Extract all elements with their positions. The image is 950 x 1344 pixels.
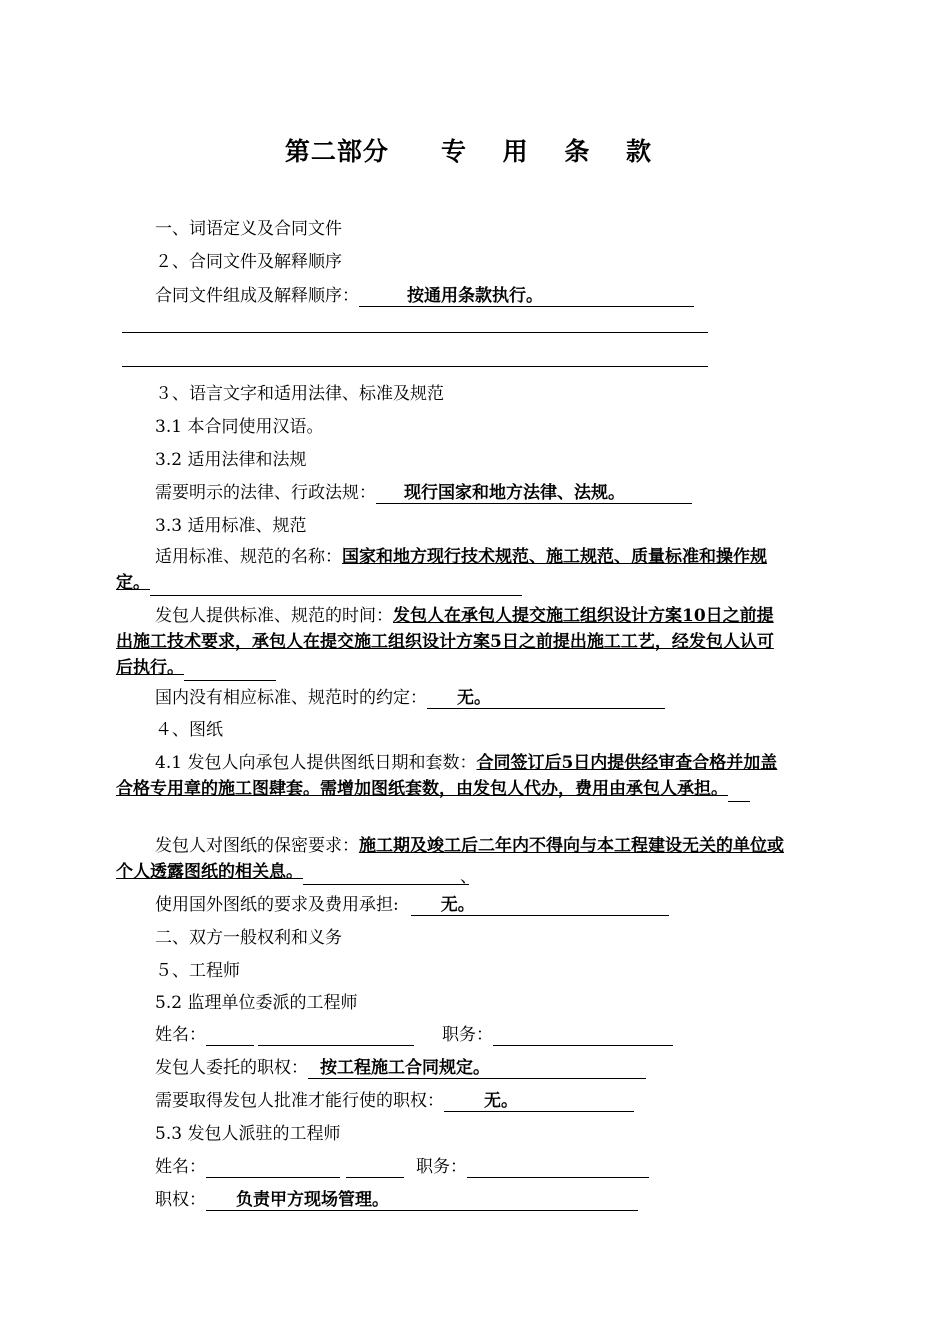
foreign-drawings-value: 无。 xyxy=(440,895,475,915)
contract-order-line xyxy=(155,285,694,307)
resident-post-blank xyxy=(467,1159,649,1178)
resident-name-label: 姓名： xyxy=(155,1157,206,1177)
power-value: 负责甲方现场管理。 xyxy=(236,1190,389,1210)
approval-label: 需要取得发包人批准才能行使的职权： xyxy=(155,1091,444,1111)
foreign-drawings-line xyxy=(155,894,669,916)
standards-time-fill xyxy=(184,662,276,681)
title-name: 专 用 条 款 xyxy=(440,137,666,166)
laws-value: 现行国家和地方法律、法规。 xyxy=(404,483,625,503)
item-3-1: 3.1 本合同使用汉语。 xyxy=(155,417,324,437)
secrecy-label: 发包人对图纸的保密要求： xyxy=(155,836,359,856)
item-3-3: 3.3 适用标准、规范 xyxy=(155,516,307,536)
item-5-3: 5.3 发包人派驻的工程师 xyxy=(155,1124,341,1144)
section-3-heading: ３、语言文字和适用法律、标准及规范 xyxy=(155,384,444,404)
blank-rule-2 xyxy=(122,366,708,367)
standards-value: 国家和地方现行技术规范、施工规范、质量标准和操作规定。 xyxy=(116,547,767,593)
approval-value: 无。 xyxy=(484,1091,518,1111)
secrecy-tail: 、 xyxy=(460,867,477,887)
foreign-drawings-field xyxy=(411,895,669,916)
item-5-2: 5.2 监理单位委派的工程师 xyxy=(155,993,358,1013)
standards-paragraph xyxy=(116,544,788,596)
secrecy-value: 施工期及竣工后二年内不得向与本工程建设无关的单位或个人透露图纸的相关息。 xyxy=(116,836,784,882)
secrecy-fill xyxy=(303,866,477,887)
delegated-duty-field xyxy=(308,1058,646,1079)
supervisor-name-blank-a xyxy=(206,1027,254,1046)
approval-field xyxy=(444,1091,634,1112)
drawings-paragraph xyxy=(116,750,788,802)
supervisor-name-label: 姓名： xyxy=(155,1025,206,1045)
supervisor-name-blank-b xyxy=(258,1027,414,1046)
drawings-value: 合同签订后5日内提供经审查合格并加盖合格专用章的施工图肆套。需增加图纸套数，由发包人代办，费用由承包人承担。 xyxy=(116,753,778,799)
power-line xyxy=(155,1189,638,1211)
contract-order-field xyxy=(359,286,694,307)
standards-time-value: 发包人在承包人提交施工组织设计方案10日之前提出施工技术要求，承包人在提交施工组织设计方案5日之前提出施工工艺，经发包人认可后执行。 xyxy=(116,606,774,678)
blank-rule-1 xyxy=(122,332,708,333)
section-5-heading: ５、工程师 xyxy=(155,961,240,981)
title-part: 第二部分 xyxy=(284,137,389,166)
section-1-2-heading: ２、合同文件及解释顺序 xyxy=(155,252,342,272)
drawings-fill xyxy=(728,783,750,802)
contract-order-label: 合同文件组成及解释顺序： xyxy=(155,286,359,306)
resident-post-label: 职务： xyxy=(416,1157,467,1177)
laws-line xyxy=(155,482,692,504)
no-standard-field xyxy=(427,688,665,709)
laws-field xyxy=(376,483,692,504)
section-1-heading: 一、词语定义及合同文件 xyxy=(155,219,342,239)
foreign-drawings-label: 使用国外图纸的要求及费用承担: xyxy=(155,895,399,915)
secrecy-paragraph xyxy=(116,833,788,885)
standards-time-paragraph xyxy=(116,603,788,681)
delegated-duty-label: 发包人委托的职权： xyxy=(155,1058,308,1078)
supervisor-post-blank xyxy=(493,1027,673,1046)
standards-label: 适用标准、规范的名称： xyxy=(155,547,342,567)
section-4-heading: ４、图纸 xyxy=(155,720,223,740)
resident-name-blank-a xyxy=(206,1159,340,1178)
resident-name-blank-b xyxy=(346,1159,404,1178)
supervisor-name-line xyxy=(155,1024,673,1046)
no-standard-line xyxy=(155,687,665,709)
no-standard-label: 国内没有相应标准、规范时的约定： xyxy=(155,688,427,708)
standards-time-label: 发包人提供标准、规范的时间： xyxy=(155,606,393,626)
delegated-duty-value: 按工程施工合同规定。 xyxy=(320,1058,490,1078)
drawings-label: 4.1 发包人向承包人提供图纸日期和套数： xyxy=(155,753,477,773)
section-two-heading: 二、双方一般权利和义务 xyxy=(155,928,342,948)
page-title xyxy=(0,132,950,168)
resident-name-line xyxy=(155,1156,649,1178)
approval-line xyxy=(155,1090,634,1112)
power-field xyxy=(206,1190,638,1211)
standards-fill xyxy=(150,577,522,596)
delegated-duty-line xyxy=(155,1057,646,1079)
no-standard-value: 无。 xyxy=(457,688,491,708)
item-3-2: 3.2 适用法律和法规 xyxy=(155,450,307,470)
power-label: 职权： xyxy=(155,1190,206,1210)
laws-label: 需要明示的法律、行政法规： xyxy=(155,483,376,503)
supervisor-post-label: 职务： xyxy=(442,1025,493,1045)
contract-order-value: 按通用条款执行。 xyxy=(407,286,543,306)
